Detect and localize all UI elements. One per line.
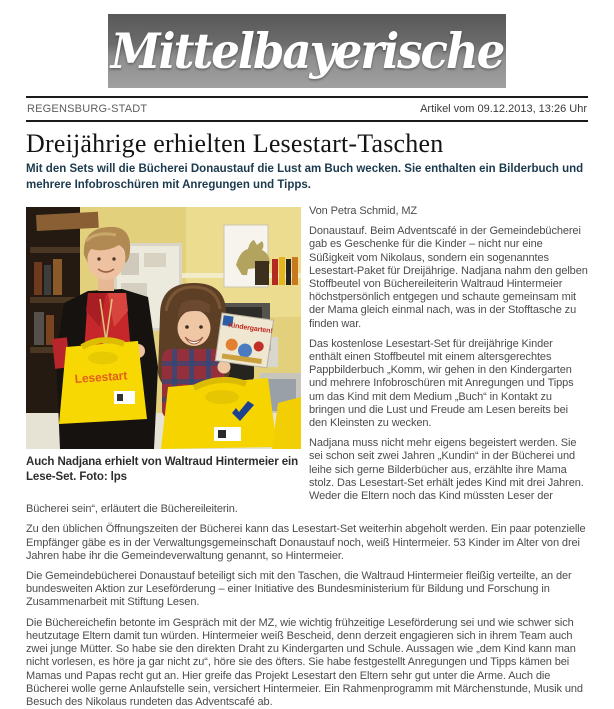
paragraph-1: Donaustauf. Beim Adventscafé in der Gemeindebücherei gab es Geschenke für die Kinder – nicht nur eine Süßigkeit vom Nikolaus, sondern ein sogenanntes Lesestart-Paket für Dreijährige. Nadjana nahm den gelben Stoffbeutel von Büchereileiterin Waltraud Hintermeier höchstpersönlich entgegen und schaute gemeinsam mit der Mama gleich einmal nach, was in der Stofftasche zu finden war. [309,225,588,330]
meta-bar [26,96,588,122]
paragraph-2: Das kostenlose Lesestart-Set für dreijährige Kinder enthält einen Stoffbeutel mit einem altersgerechtes Pappbilderbuch „Komm, wir gehen in den Kindergarten und mehrere Infobroschüren mit Anregungen und Tipps um das Kind mit dem Medium „Buch“ in Kontakt zu bringen und die Lust und Freude am Lesen bereits bei den Kleinsten zu wecken. [309,337,574,430]
svg-text:Kindergarten!: Kindergarten! [227,322,273,336]
paragraph-5: Die Gemeindebücherei Donaustauf beteiligt sich mit den Taschen, die Waltraud Hintermeier fleißig verteilte, an der bundesweiten Aktion zur Leseförderung – einer Initiative des Bundesministerium für Bildung und Forschung in Zusammenarbeit mit Stiftung Lesen. [26,570,572,609]
lesestart-bag-left [59,340,147,424]
picture-book [215,313,274,368]
paragraph-3: Nadjana muss nicht mehr eigens begeistert werden. Sie sei schon seit zwei Jahren „Kundin“ in der Bücherei und leihe sich gerne Bilderbücher aus, erzählte ihre Mama stolz. Das Lesestart-Set erhält jedes Kind mit drei Jahren. Weder die Eltern noch das Kind müssten Leser der Bücherei sein“, erläutert die Büchereileiterin. [26,437,584,516]
lesestart-bag-front [161,378,277,449]
content [0,96,614,709]
svg-text:Lesestart: Lesestart [74,368,128,386]
masthead [0,0,614,88]
article-photo-figure [26,207,301,485]
article-body [26,205,588,709]
subhead: Mit den Sets will die Bücherei Donaustauf die Lust am Buch wecken. Sie enthalten ein Bilderbuch und mehrere Infobroschüren mit Anregungen und Tipps. [26,163,584,191]
newspaper-logo[interactable] [108,14,506,88]
article-photo [26,207,301,449]
paragraph-4: Zu den üblichen Öffnungszeiten der Bücherei kann das Lesestart-Set weiterhin abgeholt werden. Ein paar potenzielle Empfänger gäbe es in der Verwaltungsgemeinschaft Donaustauf noch, weiß Hintermeier. 53 Kinder im Alter von drei Jahren habe ihr die Gemeindeverwaltung genannt, so Hintermeier. [26,523,586,562]
photo-caption: Auch Nadjana erhielt von Waltraud Hintermeier ein Lese-Set. Foto: lps [26,456,299,483]
article-date: Artikel vom 09.12.2013, 13:26 Uhr [420,103,587,115]
logo-text: Mittelbayerische [110,22,504,80]
headline: Dreijährige erhielten Lesestart-Taschen [26,129,444,158]
byline: Von Petra Schmid, MZ [309,205,418,217]
section-label: REGENSBURG-STADT [27,103,148,115]
paragraph-6: Die Büchereichefin betonte im Gespräch mit der MZ, wie wichtig frühzeitige Leseförderung sei und wie schwer sich heutzutage Eltern damit tun würden. Hintermeier weiß Bescheid, denn derzeit engagieren sich in ihrem Team auch zwei junge Mütter. So habe sie den direkten Draht zu Kindergarten und Schule. Aussagen wie „dem Kind kann man nicht vorlesen, es höre ja gar nicht zu“, höre sie des öfters. Sie habe festgestellt Anregungen und Tipps kämen bei Mamas und Papas recht gut an. Hier greife das Projekt Lesestart den Eltern sehr gut unter die Arme. Auch die Bücherei wolle gerne Anlaufstelle sein, versichert Hintermeier. Ein Rahmenprogramm mit Märchenstunde, Musik und Besuch des Nikolaus rundeten das Adventscafé ab. [26,616,583,708]
photo-illustration [26,207,301,449]
